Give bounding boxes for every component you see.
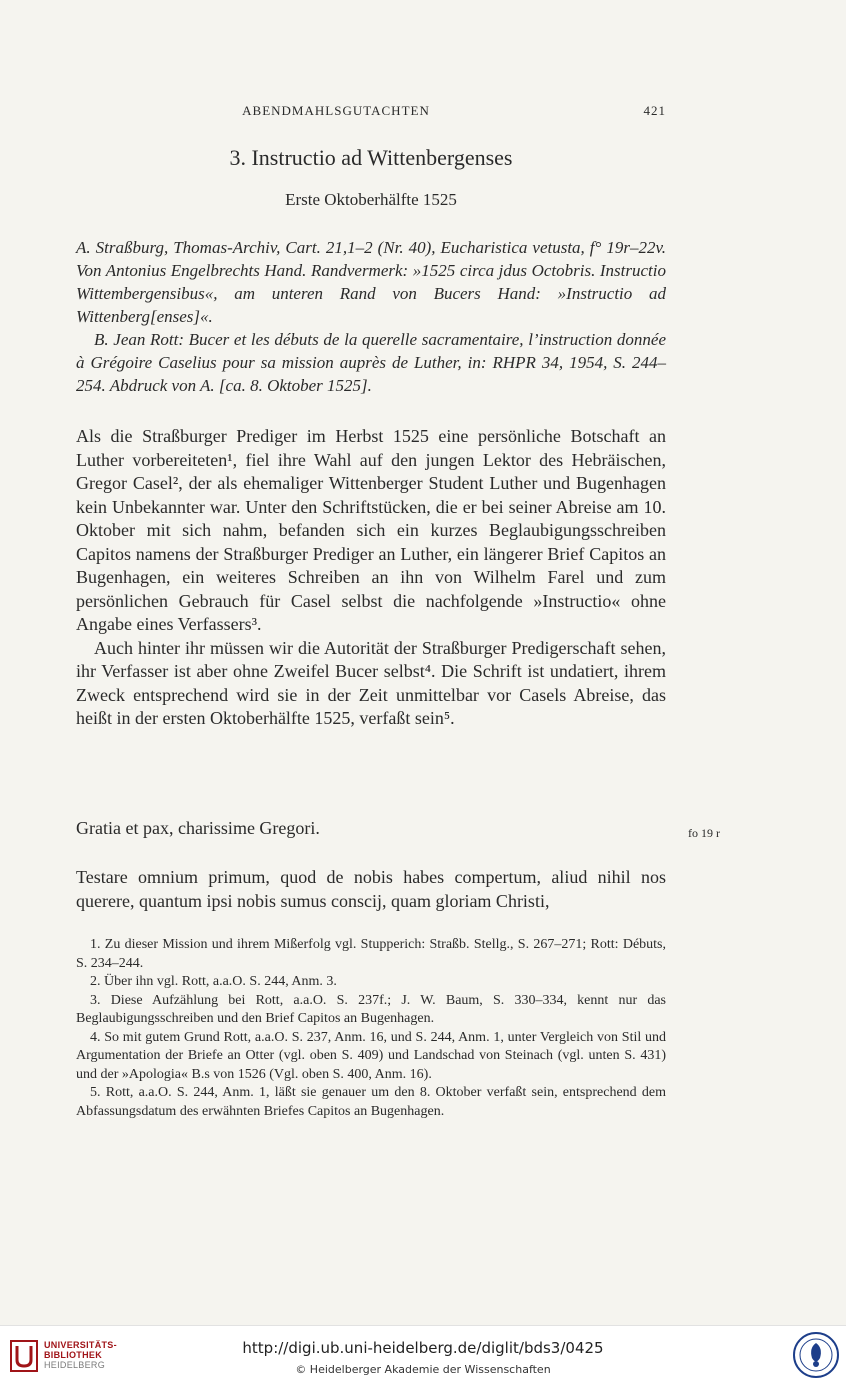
latin-paragraph: Testare omnium primum, quod de nobis habes compertum, aliud nihil nos querere, quantum ipsi nobis sumus conscij, quam gloriam Christi, <box>76 867 666 911</box>
body-paragraph: Als die Straßburger Prediger im Herbst 1525 eine persönliche Botschaft an Luther vorbereiteten¹, fiel ihre Wahl auf den jungen Lektor des Hebräischen, Gregor Casel², der als ehemaliger Wittenberger Student Luther und Bugenhagen kein Unbekannter war. Unter den Schriftstücken, die er bei seiner Abreise am 10. Oktober mit sich nahm, befanden sich ein kurzes Beglaubigungsschreiben Capitos namens der Straßburger Prediger an Luther, ein längerer Brief Capitos an Bugenhagen, ein weiteres Schreiben an ihn von Wilhelm Farel und zum persönlichen Gebrauch für Casel selbst die nachfolgende »Instructio« ohne Angabe eines Verfassers³. <box>76 426 666 634</box>
copyright-notice: © Heidelberger Akademie der Wissenschaften <box>295 1363 551 1376</box>
viewer-footer <box>0 1325 846 1386</box>
footnote: 4. So mit gutem Grund Rott, a.a.O. S. 237, Anm. 16, und S. 244, Anm. 1, unter Vergleich von Stil und Argumentation der Briefe an Otter (vgl. oben S. 409) und Landschad von Steinach (vgl. unten S. 431) und der »Apologia« B.s von 1526 (Vgl. oben S. 400, Anm. 16). <box>76 1029 666 1082</box>
section-date: Erste Oktoberhälfte 1525 <box>285 190 457 209</box>
page-number: 421 <box>643 103 666 118</box>
footnotes <box>76 936 666 1121</box>
source-a: A. Straßburg, Thomas-Archiv, Cart. 21,1–2 (Nr. 40), Eucharistica vetusta, f° 19r–22v. Von Antonius Engelbrechts Hand. Randvermerk: »1525 circa jdus Octobris. Instructio Wittembergensibus«, am unteren Rand von Bucers Hand: »Instructio ad Wittenberg[enses]«. <box>76 238 666 326</box>
footnote: 5. Rott, a.a.O. S. 244, Anm. 1, läßt sie genauer um den 8. Oktober verfaßt sein, entsprechend dem Abfassungsdatum des erwähnten Briefes Capitos an Bugenhagen. <box>76 1085 666 1119</box>
source-description <box>76 236 666 397</box>
margin-folio-note: fo 19 r <box>688 826 720 840</box>
permalink-url[interactable]: http://digi.ub.uni-heidelberg.de/diglit/bds3/0425 <box>242 1339 604 1357</box>
footnote: 3. Diese Aufzählung bei Rott, a.a.O. S. 237f.; J. W. Baum, S. 330–334, kennt nur das Beglaubigungsschreiben und den Brief Capitos an Bugenhagen. <box>76 992 666 1026</box>
greeting-line: Gratia et pax, charissime Gregori. <box>76 818 320 838</box>
logo-line: UNIVERSITÄTS- <box>44 1340 117 1350</box>
academy-seal-icon[interactable] <box>792 1331 840 1379</box>
running-head-title: ABENDMAHLSGUTACHTEN <box>242 103 430 118</box>
latin-text <box>76 865 666 913</box>
logo-line: HEIDELBERG <box>44 1360 106 1370</box>
source-b: B. Jean Rott: Bucer et les débuts de la querelle sacramentaire, l’instruction donnée à Grégoire Caselius pour sa mission auprès de Luther, in: RHPR 34, 1954, S. 244–254. Abdruck von A. [ca. 8. Oktober 1525]. <box>76 330 666 395</box>
footnote: 2. Über ihn vgl. Rott, a.a.O. S. 244, Anm. 3. <box>90 974 337 989</box>
section-title: 3. Instructio ad Wittenbergenses <box>229 145 513 170</box>
introduction-text <box>76 425 666 731</box>
logo-line: BIBLIOTHEK <box>44 1350 102 1360</box>
footnote: 1. Zu dieser Mission und ihrem Mißerfolg vgl. Stupperich: Straßb. Stellg., S. 267–271; Rott: Débuts, S. 234–244. <box>76 937 666 971</box>
body-paragraph: Auch hinter ihr müssen wir die Autorität der Straßburger Predigerschaft sehen, ihr Verfasser ist aber ohne Zweifel Bucer selbst⁴. Die Schrift ist undatiert, ihrem Zweck entsprechend wird sie in der Zeit unmittelbar vor Casels Abreise, das heißt in der ersten Oktoberhälfte 1525, verfaßt sein⁵. <box>76 637 666 728</box>
